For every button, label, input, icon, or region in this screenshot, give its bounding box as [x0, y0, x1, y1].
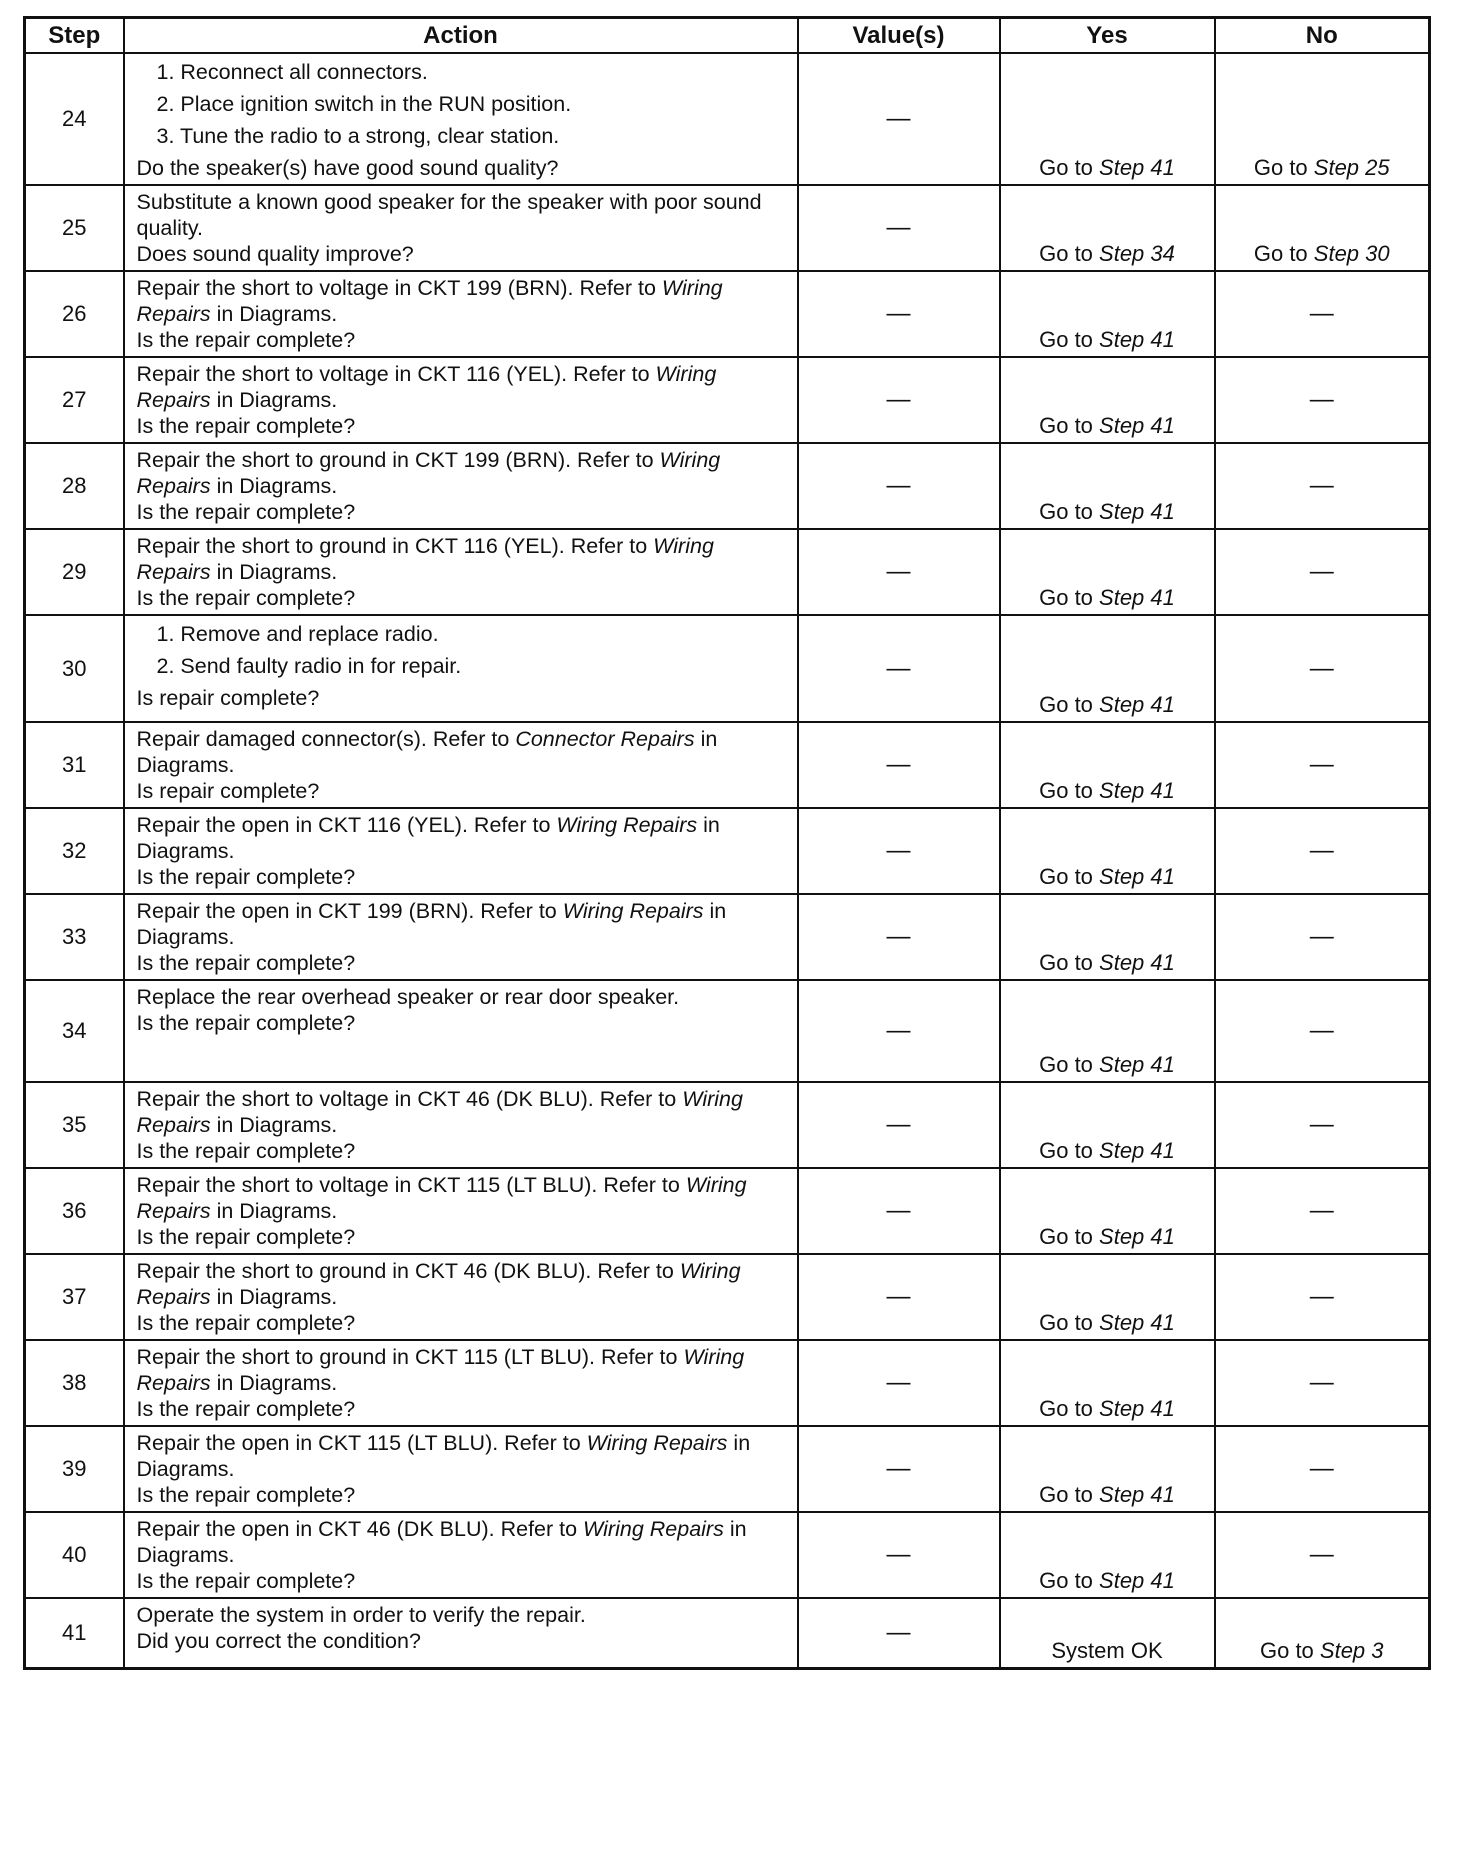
text-run: Go to	[1039, 241, 1100, 266]
action-cell	[124, 722, 798, 808]
step-number: 28	[25, 443, 124, 529]
text-run: Is the repair complete?	[136, 1139, 356, 1163]
yes-result-text	[1001, 864, 1214, 890]
italic-ref: Step 41	[1099, 585, 1175, 610]
value-dash: —	[798, 1168, 1000, 1254]
value-dash: —	[798, 271, 1000, 357]
text-run: Go to	[1039, 864, 1100, 889]
text-run: in Diagrams.	[136, 813, 720, 863]
action-cell	[124, 1082, 798, 1168]
text-run: Is the repair complete?	[136, 586, 356, 610]
no-result: —	[1215, 808, 1430, 894]
yes-result-text	[1001, 241, 1214, 267]
no-result: —	[1215, 1426, 1430, 1512]
text-run: Is the repair complete?	[136, 1569, 356, 1593]
value-dash: —	[798, 529, 1000, 615]
yes-result-text	[1001, 327, 1214, 353]
text-run: Repair the open in CKT 116 (YEL). Refer to	[136, 813, 557, 837]
action-question	[137, 950, 791, 976]
text-run: Is the repair complete?	[136, 1483, 356, 1507]
table-row	[25, 1340, 1430, 1426]
text-run: Go to	[1039, 585, 1100, 610]
italic-ref: Connector Repairs	[515, 727, 695, 751]
action-cell	[124, 894, 798, 980]
step-number: 29	[25, 529, 124, 615]
action-question	[137, 499, 791, 525]
italic-ref: Step 41	[1099, 1482, 1175, 1507]
table-row	[25, 1082, 1430, 1168]
table-row	[25, 53, 1430, 185]
text-run: Repair the open in CKT 46 (DK BLU). Refer to	[136, 1517, 584, 1541]
action-question	[137, 327, 791, 353]
no-result: —	[1215, 1340, 1430, 1426]
action-question	[137, 685, 791, 711]
yes-result	[1000, 1598, 1215, 1668]
text-run: Repair the open in CKT 115 (LT BLU). Refer to	[136, 1431, 587, 1455]
action-text	[137, 1430, 791, 1482]
action-cell	[124, 357, 798, 443]
text-run: Is the repair complete?	[136, 414, 356, 438]
diagnostic-table	[23, 16, 1431, 1670]
yes-result	[1000, 1512, 1215, 1598]
text-run: Go to	[1039, 155, 1100, 180]
value-dash: —	[798, 808, 1000, 894]
table-row	[25, 185, 1430, 271]
yes-result-text	[1001, 1138, 1214, 1164]
table-row	[25, 1512, 1430, 1598]
value-dash: —	[798, 443, 1000, 529]
action-text	[137, 361, 791, 413]
step-number: 26	[25, 271, 124, 357]
action-text	[137, 1258, 791, 1310]
yes-result	[1000, 615, 1215, 722]
value-dash: —	[798, 894, 1000, 980]
yes-result	[1000, 53, 1215, 185]
text-run: Go to	[1039, 1568, 1100, 1593]
yes-result	[1000, 357, 1215, 443]
text-run: Is repair complete?	[136, 779, 320, 803]
text-run: Go to	[1039, 1138, 1100, 1163]
text-run: Is the repair complete?	[136, 1311, 356, 1335]
italic-ref: Wiring Repairs	[136, 1345, 745, 1395]
table-row	[25, 615, 1430, 722]
table-row	[25, 443, 1430, 529]
text-run: in Diagrams.	[136, 1431, 751, 1481]
step-number: 25	[25, 185, 124, 271]
text-run: Go to	[1039, 1396, 1100, 1421]
value-dash: —	[798, 1598, 1000, 1668]
step-number: 35	[25, 1082, 124, 1168]
action-list-item	[137, 91, 791, 117]
text-run: in Diagrams.	[210, 1371, 338, 1395]
italic-ref: Wiring Repairs	[136, 534, 714, 584]
italic-ref: Step 41	[1099, 950, 1175, 975]
text-run: in Diagrams.	[210, 560, 338, 584]
action-cell	[124, 1168, 798, 1254]
value-dash: —	[798, 53, 1000, 185]
text-run: 2. Send faulty radio in for repair.	[156, 654, 462, 678]
action-question	[137, 241, 791, 267]
action-question	[137, 1224, 791, 1250]
action-text	[137, 1172, 791, 1224]
action-question	[137, 1310, 791, 1336]
header-values: Value(s)	[798, 18, 1000, 54]
no-result-text	[1216, 155, 1429, 181]
italic-ref: Step 41	[1099, 327, 1175, 352]
action-list-item	[137, 59, 791, 85]
text-run: Repair the short to voltage in CKT 199 (BRN). Refer to	[136, 276, 662, 300]
action-cell	[124, 1512, 798, 1598]
yes-result-text	[1001, 585, 1214, 611]
no-result: —	[1215, 271, 1430, 357]
yes-result-text	[1001, 1482, 1214, 1508]
action-text	[137, 898, 791, 950]
value-dash: —	[798, 1254, 1000, 1340]
yes-result-text	[1001, 499, 1214, 525]
yes-result	[1000, 1168, 1215, 1254]
action-cell	[124, 271, 798, 357]
text-run: in Diagrams.	[136, 899, 727, 949]
text-run: 1. Reconnect all connectors.	[156, 60, 428, 84]
italic-ref: Step 41	[1099, 1052, 1175, 1077]
table-row	[25, 357, 1430, 443]
italic-ref: Wiring Repairs	[136, 1087, 743, 1137]
action-text	[137, 812, 791, 864]
text-run: Did you correct the condition?	[136, 1629, 421, 1653]
table-row	[25, 980, 1430, 1082]
action-text	[137, 533, 791, 585]
text-run: Is repair complete?	[136, 686, 320, 710]
text-run: Does sound quality improve?	[136, 242, 414, 266]
text-run: Go to	[1039, 1310, 1100, 1335]
no-result: —	[1215, 443, 1430, 529]
table-row	[25, 1426, 1430, 1512]
text-run: Repair damaged connector(s). Refer to	[136, 727, 516, 751]
table-row	[25, 894, 1430, 980]
text-run: 1. Remove and replace radio.	[156, 622, 439, 646]
text-run: Operate the system in order to verify the repair.	[136, 1603, 586, 1627]
action-cell	[124, 1426, 798, 1512]
value-dash: —	[798, 722, 1000, 808]
action-cell	[124, 1598, 798, 1668]
no-result: —	[1215, 1168, 1430, 1254]
action-question	[137, 1568, 791, 1594]
header-no: No	[1215, 18, 1430, 54]
action-text	[137, 1344, 791, 1396]
text-run: in Diagrams.	[210, 1199, 338, 1223]
yes-result-text	[1001, 1638, 1214, 1664]
italic-ref: Step 41	[1099, 1310, 1175, 1335]
action-text	[137, 1602, 791, 1628]
yes-result-text	[1001, 1310, 1214, 1336]
text-run: Do the speaker(s) have good sound quality?	[136, 156, 559, 180]
yes-result	[1000, 980, 1215, 1082]
text-run: Go to	[1039, 327, 1100, 352]
yes-result-text	[1001, 1224, 1214, 1250]
no-result: —	[1215, 894, 1430, 980]
table-row	[25, 271, 1430, 357]
action-text	[137, 726, 791, 778]
yes-result	[1000, 722, 1215, 808]
italic-ref: Wiring Repairs	[562, 899, 704, 923]
action-text	[137, 1086, 791, 1138]
yes-result	[1000, 1340, 1215, 1426]
text-run: 2. Place ignition switch in the RUN position.	[156, 92, 572, 116]
text-run: Repair the open in CKT 199 (BRN). Refer to	[136, 899, 563, 923]
action-question	[137, 864, 791, 890]
text-run: 3. Tune the radio to a strong, clear station.	[156, 124, 560, 148]
value-dash: —	[798, 1512, 1000, 1598]
italic-ref: Wiring Repairs	[136, 448, 721, 498]
action-cell	[124, 980, 798, 1082]
yes-result	[1000, 443, 1215, 529]
text-run: Go to	[1039, 950, 1100, 975]
italic-ref: Step 41	[1099, 413, 1175, 438]
italic-ref: Step 3	[1319, 1637, 1384, 1663]
yes-result-text	[1001, 1396, 1214, 1422]
yes-result	[1000, 529, 1215, 615]
step-number: 39	[25, 1426, 124, 1512]
header-step: Step	[25, 18, 124, 54]
yes-result-text	[1001, 950, 1214, 976]
action-list-item	[137, 653, 791, 679]
action-cell	[124, 1340, 798, 1426]
text-run: Repair the short to voltage in CKT 115 (LT BLU). Refer to	[136, 1173, 686, 1197]
text-run: in Diagrams.	[210, 388, 338, 412]
yes-result	[1000, 1082, 1215, 1168]
header-row	[25, 18, 1430, 54]
action-text	[137, 189, 791, 241]
italic-ref: Step 25	[1313, 155, 1390, 180]
text-run: in Diagrams.	[136, 1517, 747, 1567]
action-question	[137, 1396, 791, 1422]
value-dash: —	[798, 1082, 1000, 1168]
step-number: 40	[25, 1512, 124, 1598]
action-question	[137, 413, 791, 439]
yes-result-text	[1001, 778, 1214, 804]
italic-ref: Wiring Repairs	[136, 362, 717, 412]
italic-ref: Wiring Repairs	[136, 1259, 741, 1309]
text-run: Repair the short to ground in CKT 116 (YEL). Refer to	[136, 534, 654, 558]
action-cell	[124, 808, 798, 894]
table-row	[25, 1254, 1430, 1340]
action-cell	[124, 53, 798, 185]
step-number: 37	[25, 1254, 124, 1340]
text-run: Go to	[1253, 155, 1314, 180]
value-dash: —	[798, 1426, 1000, 1512]
text-run: Is the repair complete?	[136, 1225, 356, 1249]
text-run: Is the repair complete?	[136, 1011, 356, 1035]
italic-ref: Wiring Repairs	[136, 276, 723, 326]
action-question	[137, 585, 791, 611]
table-row	[25, 1598, 1430, 1668]
text-run: Go to	[1039, 499, 1100, 524]
text-run: in Diagrams.	[210, 474, 338, 498]
italic-ref: Step 41	[1099, 155, 1175, 180]
text-run: System OK	[1051, 1637, 1163, 1663]
yes-result	[1000, 1254, 1215, 1340]
yes-result-text	[1001, 692, 1214, 718]
action-cell	[124, 529, 798, 615]
italic-ref: Step 41	[1099, 778, 1175, 803]
text-run: Go to	[1259, 1637, 1320, 1663]
text-run: Go to	[1039, 778, 1100, 803]
text-run: Repair the short to ground in CKT 199 (BRN). Refer to	[136, 448, 660, 472]
step-number: 31	[25, 722, 124, 808]
value-dash: —	[798, 185, 1000, 271]
italic-ref: Wiring Repairs	[556, 813, 698, 837]
italic-ref: Step 41	[1099, 1224, 1175, 1249]
no-result: —	[1215, 1082, 1430, 1168]
header-yes: Yes	[1000, 18, 1215, 54]
step-number: 36	[25, 1168, 124, 1254]
italic-ref: Step 41	[1099, 1568, 1175, 1593]
action-cell	[124, 443, 798, 529]
action-list-item	[137, 123, 791, 149]
text-run: Is the repair complete?	[136, 951, 356, 975]
text-run: Is the repair complete?	[136, 1397, 356, 1421]
action-question	[137, 1010, 791, 1036]
step-number: 27	[25, 357, 124, 443]
no-result: —	[1215, 357, 1430, 443]
no-result-text	[1216, 241, 1429, 267]
yes-result-text	[1001, 155, 1214, 181]
yes-result	[1000, 185, 1215, 271]
italic-ref: Step 41	[1099, 1138, 1175, 1163]
step-number: 38	[25, 1340, 124, 1426]
action-text	[137, 1516, 791, 1568]
text-run: Is the repair complete?	[136, 865, 356, 889]
italic-ref: Wiring Repairs	[583, 1517, 724, 1541]
action-question	[137, 778, 791, 804]
text-run: Is the repair complete?	[136, 328, 356, 352]
step-number: 32	[25, 808, 124, 894]
table-row	[25, 722, 1430, 808]
italic-ref: Step 41	[1099, 499, 1175, 524]
table-row	[25, 1168, 1430, 1254]
action-list-item	[137, 621, 791, 647]
yes-result-text	[1001, 1568, 1214, 1594]
text-run: Go to	[1253, 241, 1314, 266]
text-run: Go to	[1039, 1052, 1100, 1077]
no-result: —	[1215, 722, 1430, 808]
text-run: Replace the rear overhead speaker or rear door speaker.	[136, 985, 680, 1009]
yes-result-text	[1001, 413, 1214, 439]
text-run: in Diagrams.	[210, 1113, 338, 1137]
no-result: —	[1215, 529, 1430, 615]
no-result	[1215, 185, 1430, 271]
header-action: Action	[124, 18, 798, 54]
action-cell	[124, 185, 798, 271]
text-run: Repair the short to voltage in CKT 116 (YEL). Refer to	[136, 362, 656, 386]
italic-ref: Wiring Repairs	[586, 1431, 728, 1455]
italic-ref: Step 34	[1099, 241, 1175, 266]
italic-ref: Step 41	[1099, 692, 1175, 717]
step-number: 30	[25, 615, 124, 722]
step-number: 41	[25, 1598, 124, 1668]
no-result-text	[1216, 1638, 1429, 1664]
italic-ref: Step 41	[1099, 864, 1175, 889]
text-run: in Diagrams.	[136, 727, 718, 777]
value-dash: —	[798, 615, 1000, 722]
step-number: 34	[25, 980, 124, 1082]
text-run: Substitute a known good speaker for the speaker with poor sound quality.	[136, 190, 762, 240]
text-run: Go to	[1039, 1482, 1100, 1507]
action-question	[137, 155, 791, 181]
text-run: Go to	[1039, 692, 1100, 717]
text-run: Go to	[1039, 1224, 1100, 1249]
italic-ref: Step 41	[1099, 1396, 1175, 1421]
action-cell	[124, 615, 798, 722]
text-run: Go to	[1039, 413, 1100, 438]
no-result: —	[1215, 1254, 1430, 1340]
action-cell	[124, 1254, 798, 1340]
no-result: —	[1215, 615, 1430, 722]
table-body	[25, 53, 1430, 1668]
yes-result	[1000, 271, 1215, 357]
yes-result-text	[1001, 1052, 1214, 1078]
action-question	[137, 1628, 791, 1654]
action-text	[137, 984, 791, 1010]
value-dash: —	[798, 1340, 1000, 1426]
no-result: —	[1215, 980, 1430, 1082]
text-run: Repair the short to ground in CKT 46 (DK BLU). Refer to	[136, 1259, 680, 1283]
no-result	[1215, 1598, 1430, 1668]
yes-result	[1000, 808, 1215, 894]
no-result: —	[1215, 1512, 1430, 1598]
text-run: Repair the short to ground in CKT 115 (LT BLU). Refer to	[136, 1345, 684, 1369]
action-text	[137, 275, 791, 327]
table-row	[25, 529, 1430, 615]
text-run: in Diagrams.	[210, 302, 338, 326]
table-row	[25, 808, 1430, 894]
text-run: Repair the short to voltage in CKT 46 (DK BLU). Refer to	[136, 1087, 683, 1111]
action-question	[137, 1482, 791, 1508]
step-number: 24	[25, 53, 124, 185]
value-dash: —	[798, 980, 1000, 1082]
italic-ref: Step 30	[1313, 241, 1390, 266]
no-result	[1215, 53, 1430, 185]
italic-ref: Wiring Repairs	[136, 1173, 747, 1223]
text-run: in Diagrams.	[210, 1285, 338, 1309]
text-run: Is the repair complete?	[136, 500, 356, 524]
step-number: 33	[25, 894, 124, 980]
value-dash: —	[798, 357, 1000, 443]
action-question	[137, 1138, 791, 1164]
action-text	[137, 447, 791, 499]
yes-result	[1000, 894, 1215, 980]
yes-result	[1000, 1426, 1215, 1512]
